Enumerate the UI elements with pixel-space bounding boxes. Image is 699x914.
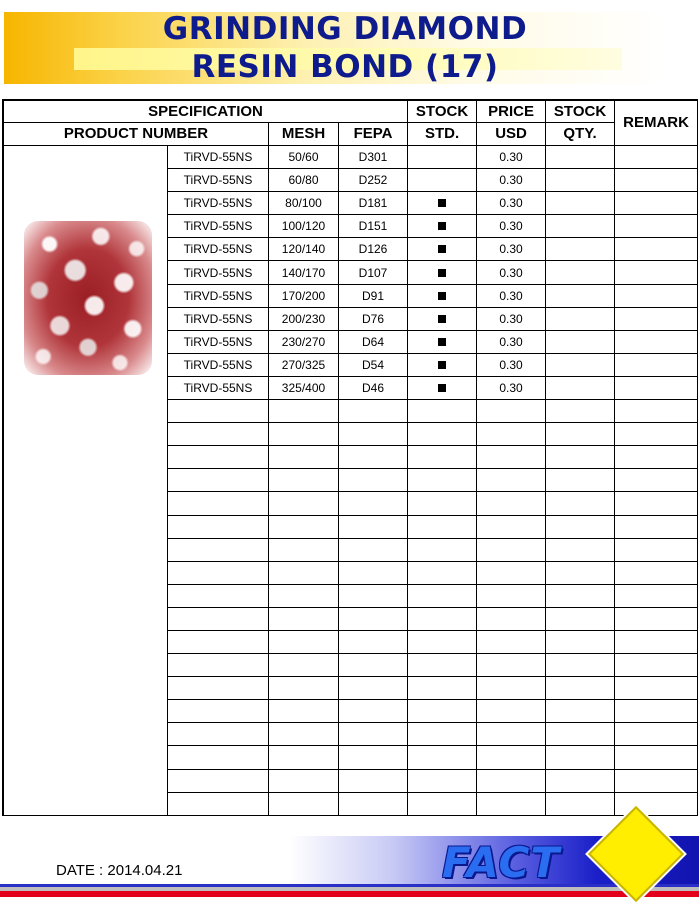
cell-remark (615, 238, 698, 261)
specification-table (3, 100, 698, 816)
cell-stock-qty (546, 746, 615, 769)
stock-available-icon (438, 338, 446, 346)
stock-available-icon (438, 384, 446, 392)
cell-fepa (339, 469, 408, 492)
cell-product-number: TiRVD-55NS (168, 215, 269, 238)
col-header-specification: SPECIFICATION (4, 101, 408, 123)
cell-price: 0.30 (477, 261, 546, 284)
cell-mesh: 50/60 (269, 146, 339, 169)
col-header-stock-std-bottom: STD. (408, 123, 477, 146)
cell-stock-std (408, 423, 477, 446)
cell-mesh (269, 584, 339, 607)
cell-fepa (339, 769, 408, 792)
cell-price: 0.30 (477, 307, 546, 330)
cell-remark (615, 376, 698, 399)
cell-stock-std (408, 515, 477, 538)
cell-remark (615, 261, 698, 284)
cell-stock-std (408, 584, 477, 607)
brand-logo: FACT (442, 838, 560, 887)
cell-product-number: TiRVD-55NS (168, 192, 269, 215)
cell-product-number: TiRVD-55NS (168, 261, 269, 284)
cell-remark (615, 330, 698, 353)
cell-remark (615, 284, 698, 307)
cell-mesh (269, 792, 339, 815)
cell-stock-std (408, 169, 477, 192)
specification-table-frame (2, 99, 698, 816)
cell-price (477, 792, 546, 815)
cell-price (477, 723, 546, 746)
cell-stock-qty (546, 677, 615, 700)
cell-remark (615, 192, 698, 215)
cell-fepa (339, 515, 408, 538)
cell-stock-qty (546, 469, 615, 492)
cell-price (477, 515, 546, 538)
cell-stock-std (408, 284, 477, 307)
cell-price: 0.30 (477, 238, 546, 261)
cell-stock-qty (546, 423, 615, 446)
footer-line-red (0, 891, 699, 897)
cell-product-number (168, 515, 269, 538)
cell-stock-qty (546, 792, 615, 815)
cell-price: 0.30 (477, 376, 546, 399)
cell-stock-qty (546, 238, 615, 261)
cell-stock-std (408, 215, 477, 238)
cell-product-number: TiRVD-55NS (168, 307, 269, 330)
stock-available-icon (438, 222, 446, 230)
table-body (4, 146, 698, 816)
cell-product-number (168, 400, 269, 423)
cell-product-number: TiRVD-55NS (168, 284, 269, 307)
header-row-2 (4, 123, 698, 146)
cell-price: 0.30 (477, 284, 546, 307)
cell-price (477, 584, 546, 607)
col-header-stock-std-top: STOCK (408, 101, 477, 123)
cell-stock-std (408, 538, 477, 561)
cell-remark (615, 538, 698, 561)
stock-available-icon (438, 315, 446, 323)
cell-price (477, 630, 546, 653)
cell-product-number (168, 492, 269, 515)
cell-mesh (269, 607, 339, 630)
cell-stock-std (408, 700, 477, 723)
cell-stock-qty (546, 723, 615, 746)
cell-mesh (269, 700, 339, 723)
cell-stock-std (408, 677, 477, 700)
cell-product-number: TiRVD-55NS (168, 376, 269, 399)
cell-remark (615, 700, 698, 723)
cell-stock-std (408, 261, 477, 284)
cell-remark (615, 723, 698, 746)
cell-stock-qty (546, 654, 615, 677)
cell-stock-qty (546, 146, 615, 169)
cell-stock-qty (546, 330, 615, 353)
page-title (0, 10, 690, 86)
cell-price (477, 769, 546, 792)
cell-product-number: TiRVD-55NS (168, 353, 269, 376)
table-row (4, 146, 698, 169)
cell-product-number (168, 469, 269, 492)
cell-product-number (168, 446, 269, 469)
cell-fepa (339, 700, 408, 723)
cell-fepa: D301 (339, 146, 408, 169)
cell-price: 0.30 (477, 215, 546, 238)
cell-mesh (269, 723, 339, 746)
stock-available-icon (438, 361, 446, 369)
cell-remark (615, 492, 698, 515)
cell-product-number: TiRVD-55NS (168, 238, 269, 261)
cell-product-number: TiRVD-55NS (168, 169, 269, 192)
stock-available-icon (438, 245, 446, 253)
cell-remark (615, 400, 698, 423)
cell-price (477, 400, 546, 423)
cell-mesh (269, 630, 339, 653)
cell-stock-qty (546, 630, 615, 653)
cell-remark (615, 607, 698, 630)
cell-product-number (168, 723, 269, 746)
cell-stock-qty (546, 192, 615, 215)
cell-mesh (269, 677, 339, 700)
cell-product-number (168, 700, 269, 723)
cell-stock-std (408, 353, 477, 376)
cell-mesh: 120/140 (269, 238, 339, 261)
cell-stock-std (408, 238, 477, 261)
col-header-price-bottom: USD (477, 123, 546, 146)
cell-price (477, 654, 546, 677)
cell-stock-std (408, 192, 477, 215)
cell-fepa (339, 561, 408, 584)
cell-stock-qty (546, 169, 615, 192)
cell-mesh (269, 400, 339, 423)
cell-remark (615, 307, 698, 330)
col-header-price-top: PRICE (477, 101, 546, 123)
cell-product-number (168, 538, 269, 561)
cell-price (477, 700, 546, 723)
cell-stock-std (408, 561, 477, 584)
cell-remark (615, 146, 698, 169)
header-row-1 (4, 101, 698, 123)
cell-remark (615, 654, 698, 677)
cell-fepa: D76 (339, 307, 408, 330)
cell-fepa: D151 (339, 215, 408, 238)
cell-stock-std (408, 746, 477, 769)
cell-price (477, 677, 546, 700)
cell-fepa (339, 723, 408, 746)
cell-stock-qty (546, 376, 615, 399)
cell-price (477, 746, 546, 769)
cell-mesh (269, 423, 339, 446)
cell-price (477, 469, 546, 492)
cell-mesh: 200/230 (269, 307, 339, 330)
cell-fepa: D181 (339, 192, 408, 215)
cell-mesh: 100/120 (269, 215, 339, 238)
cell-remark (615, 792, 698, 815)
cell-price (477, 607, 546, 630)
cell-stock-qty (546, 515, 615, 538)
cell-fepa: D91 (339, 284, 408, 307)
cell-mesh: 140/170 (269, 261, 339, 284)
cell-price: 0.30 (477, 353, 546, 376)
col-header-mesh: MESH (269, 123, 339, 146)
cell-stock-std (408, 376, 477, 399)
col-header-product-number: PRODUCT NUMBER (4, 123, 269, 146)
cell-remark (615, 584, 698, 607)
cell-remark (615, 423, 698, 446)
cell-fepa: D126 (339, 238, 408, 261)
cell-fepa (339, 492, 408, 515)
cell-price (477, 423, 546, 446)
cell-remark (615, 769, 698, 792)
cell-fepa (339, 792, 408, 815)
cell-fepa: D64 (339, 330, 408, 353)
cell-product-number: TiRVD-55NS (168, 146, 269, 169)
cell-stock-qty (546, 561, 615, 584)
cell-stock-qty (546, 584, 615, 607)
cell-price: 0.30 (477, 192, 546, 215)
cell-stock-qty (546, 261, 615, 284)
cell-fepa (339, 423, 408, 446)
col-header-stock-qty-bottom: QTY. (546, 123, 615, 146)
cell-fepa: D46 (339, 376, 408, 399)
cell-fepa (339, 446, 408, 469)
cell-stock-std (408, 330, 477, 353)
cell-stock-qty (546, 400, 615, 423)
col-header-remark: REMARK (615, 101, 698, 146)
cell-remark (615, 630, 698, 653)
cell-stock-std (408, 792, 477, 815)
cell-stock-std (408, 723, 477, 746)
cell-stock-qty (546, 538, 615, 561)
cell-product-number (168, 677, 269, 700)
cell-stock-qty (546, 700, 615, 723)
cell-fepa (339, 538, 408, 561)
cell-mesh: 230/270 (269, 330, 339, 353)
cell-product-number (168, 769, 269, 792)
cell-mesh (269, 561, 339, 584)
cell-price (477, 538, 546, 561)
cell-stock-std (408, 654, 477, 677)
cell-stock-qty (546, 307, 615, 330)
cell-product-number (168, 630, 269, 653)
cell-stock-std (408, 492, 477, 515)
cell-mesh (269, 769, 339, 792)
title-line-2: RESIN BOND (17) (191, 49, 499, 85)
cell-price: 0.30 (477, 330, 546, 353)
cell-remark (615, 561, 698, 584)
cell-stock-std (408, 769, 477, 792)
cell-remark (615, 215, 698, 238)
cell-stock-std (408, 446, 477, 469)
cell-stock-qty (546, 215, 615, 238)
cell-fepa: D107 (339, 261, 408, 284)
cell-price: 0.30 (477, 169, 546, 192)
cell-remark (615, 469, 698, 492)
cell-product-number (168, 607, 269, 630)
cell-mesh (269, 654, 339, 677)
date-label: DATE : 2014.04.21 (56, 862, 183, 879)
cell-stock-std (408, 607, 477, 630)
cell-mesh (269, 446, 339, 469)
stock-available-icon (438, 199, 446, 207)
cell-mesh (269, 515, 339, 538)
col-header-stock-qty-top: STOCK (546, 101, 615, 123)
cell-stock-qty (546, 492, 615, 515)
cell-price: 0.30 (477, 146, 546, 169)
cell-fepa (339, 400, 408, 423)
cell-mesh (269, 538, 339, 561)
diamond-grit-photo (24, 221, 152, 375)
cell-mesh: 170/200 (269, 284, 339, 307)
cell-fepa: D54 (339, 353, 408, 376)
cell-stock-std (408, 469, 477, 492)
cell-price (477, 446, 546, 469)
cell-stock-qty (546, 446, 615, 469)
cell-mesh (269, 492, 339, 515)
cell-stock-qty (546, 607, 615, 630)
cell-fepa (339, 746, 408, 769)
cell-product-number (168, 423, 269, 446)
cell-remark (615, 515, 698, 538)
cell-fepa (339, 677, 408, 700)
cell-remark (615, 746, 698, 769)
cell-fepa (339, 584, 408, 607)
cell-stock-std (408, 307, 477, 330)
cell-remark (615, 446, 698, 469)
cell-product-number: TiRVD-55NS (168, 330, 269, 353)
cell-product-number (168, 561, 269, 584)
cell-remark (615, 169, 698, 192)
cell-stock-std (408, 146, 477, 169)
cell-fepa (339, 607, 408, 630)
cell-mesh: 325/400 (269, 376, 339, 399)
cell-remark (615, 353, 698, 376)
stock-available-icon (438, 292, 446, 300)
cell-price (477, 492, 546, 515)
cell-fepa (339, 630, 408, 653)
cell-fepa (339, 654, 408, 677)
cell-stock-qty (546, 284, 615, 307)
cell-stock-qty (546, 353, 615, 376)
stock-available-icon (438, 269, 446, 277)
cell-remark (615, 677, 698, 700)
cell-price (477, 561, 546, 584)
cell-mesh (269, 469, 339, 492)
cell-product-number (168, 746, 269, 769)
cell-product-number (168, 792, 269, 815)
title-line-1: GRINDING DIAMOND (162, 11, 528, 47)
cell-mesh: 80/100 (269, 192, 339, 215)
cell-stock-std (408, 400, 477, 423)
cell-mesh: 270/325 (269, 353, 339, 376)
cell-mesh (269, 746, 339, 769)
product-photo-cell (4, 146, 168, 816)
cell-product-number (168, 654, 269, 677)
col-header-fepa: FEPA (339, 123, 408, 146)
cell-mesh: 60/80 (269, 169, 339, 192)
cell-stock-std (408, 630, 477, 653)
cell-fepa: D252 (339, 169, 408, 192)
cell-stock-qty (546, 769, 615, 792)
cell-product-number (168, 584, 269, 607)
